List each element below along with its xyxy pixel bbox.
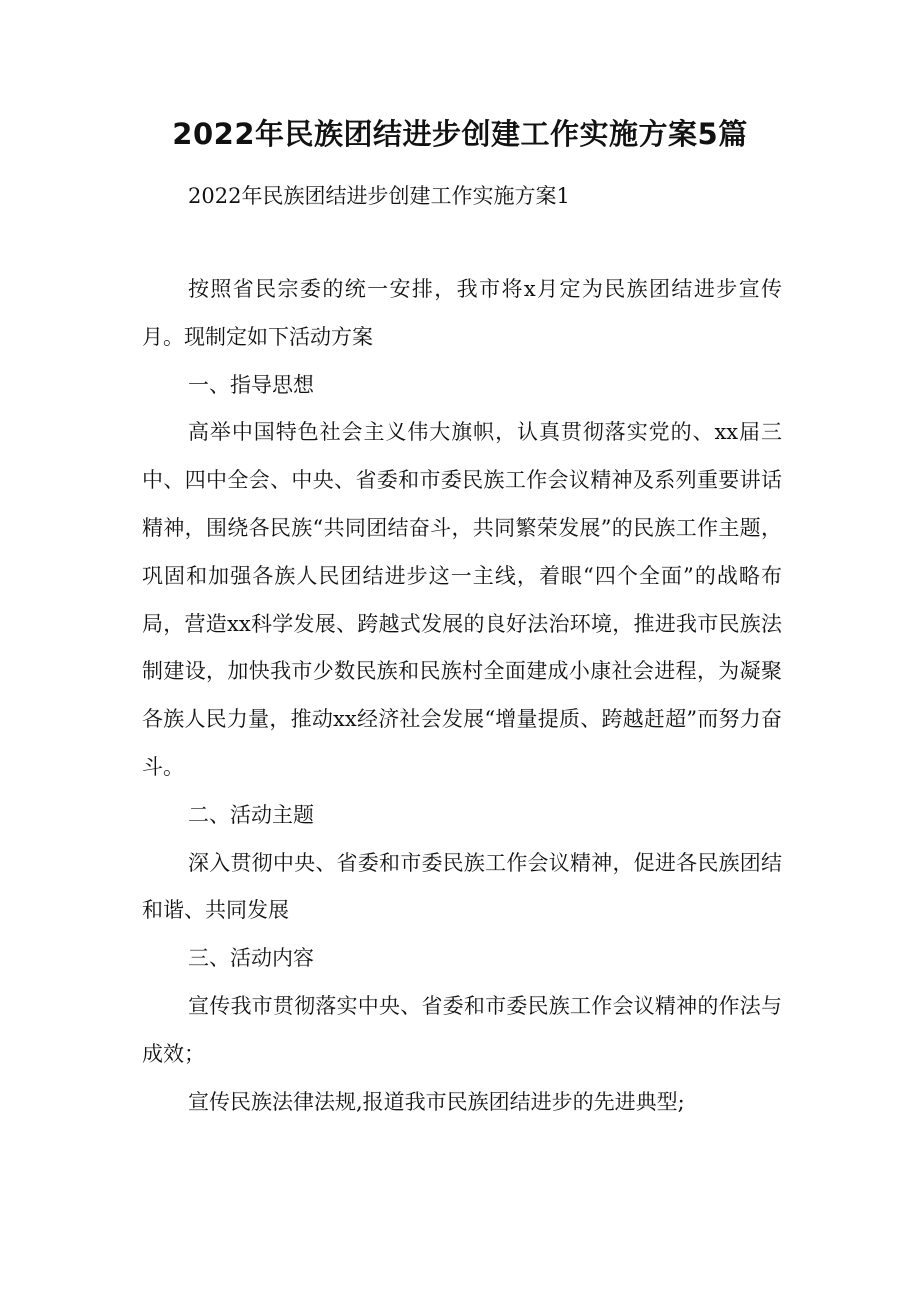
- heading-activity-theme: 二、活动主题: [188, 802, 314, 827]
- paragraph-guiding-ideology: 高举中国特色社会主义伟大旗帜，认真贯彻落实党的、xx届三中、四中全会、中央、省委和市委民族工作会议精神及系列重要讲话精神，围绕各民族“共同团结奋斗，共同繁荣发展”的民族工作主题，巩固和加强各族人民团结进步这一主线，着眼“四个全面”的战略布局，营造xx科学发展、跨越式发展的良好法治环境，推进我市民族法制建设，加快我市少数民族和民族村全面建成小康社会进程，为凝聚各族人民力量，推动xx经济社会发展“增量提质、跨越赶超”而努力奋斗。: [142, 420, 782, 779]
- paragraph-intro: 按照省民宗委的统一安排，我市将x月定为民族团结进步宣传月。现制定如下活动方案: [142, 277, 782, 349]
- document-title: 2022年民族团结进步创建工作实施方案5篇: [172, 117, 748, 151]
- section-subtitle: 2022年民族团结进步创建工作实施方案1: [188, 184, 570, 208]
- heading-activity-content: 三、活动内容: [188, 946, 314, 971]
- paragraph-content-item-1: 宣传我市贯彻落实中央、省委和市委民族工作会议精神的作法与成效；: [142, 993, 782, 1066]
- paragraph-activity-theme: 深入贯彻中央、省委和市委民族工作会议精神，促进各民族团结和谐、共同发展: [142, 850, 782, 923]
- document-body: [142, 266, 782, 1126]
- heading-guiding-ideology: 一、指导思想: [188, 372, 314, 397]
- paragraph-content-item-2: 宣传民族法律法规,报道我市民族团结进步的先进典型;: [188, 1089, 685, 1114]
